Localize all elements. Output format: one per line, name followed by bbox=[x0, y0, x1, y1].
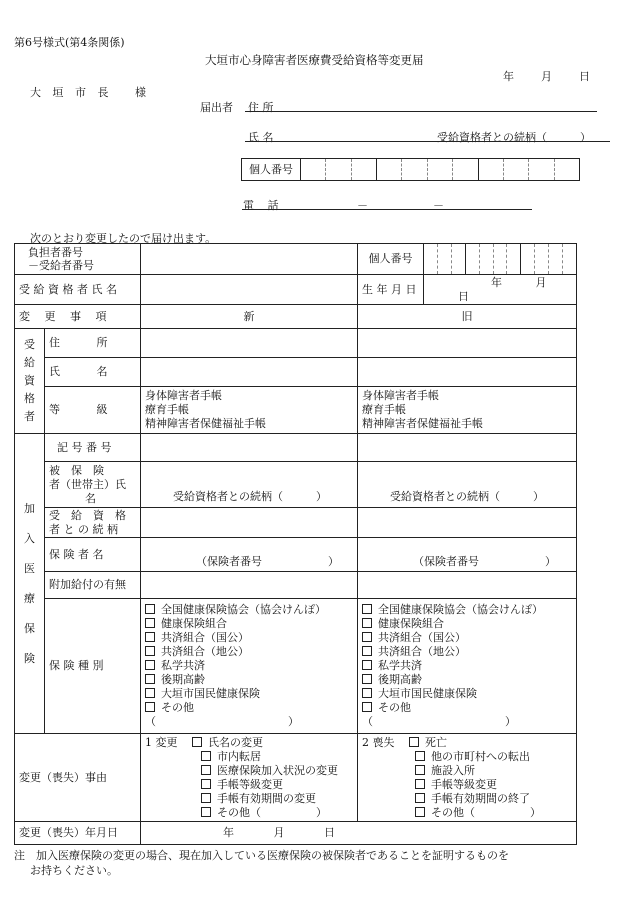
checkbox-option: 共済組合（地公） bbox=[145, 645, 353, 659]
date-year-label: 年 bbox=[503, 70, 514, 83]
checkbox-option: 私学共済 bbox=[145, 659, 353, 673]
checkbox[interactable] bbox=[145, 688, 155, 698]
checkbox[interactable] bbox=[362, 702, 372, 712]
old-column-header: 旧 bbox=[358, 305, 577, 329]
insurance-group-label: 加 入 医 療 保 険 bbox=[15, 434, 45, 734]
applicant-address-field[interactable] bbox=[283, 99, 593, 111]
checkbox-option: 共済組合（国公） bbox=[362, 631, 572, 645]
checkbox[interactable] bbox=[415, 793, 425, 803]
applicant-label: 届出者 bbox=[200, 101, 233, 114]
applicant-mynumber-label: 個人番号 bbox=[242, 159, 301, 180]
relation-label: 受 給 資 格 者 と の 続 柄 bbox=[45, 508, 141, 538]
change-date-field[interactable]: 年 月 日 bbox=[141, 822, 577, 845]
address-old-field[interactable] bbox=[358, 329, 577, 358]
applicant-address-label: 住 所 bbox=[248, 101, 274, 114]
checkbox-option: 全国健康保険協会（協会けんぽ） bbox=[145, 603, 353, 617]
phone-underline bbox=[242, 209, 532, 210]
insurance-type-label: 保 険 種 別 bbox=[45, 599, 141, 734]
supplementary-old-field[interactable] bbox=[358, 572, 577, 599]
checkbox[interactable] bbox=[192, 737, 202, 747]
checkbox[interactable] bbox=[201, 793, 211, 803]
checkbox[interactable] bbox=[145, 604, 155, 614]
insured-head-label: 被 保 険 者（世帯主）氏 名 bbox=[45, 462, 141, 508]
symbol-number-new-field[interactable] bbox=[141, 434, 358, 462]
footnote-line-1: 注 加入医療保険の変更の場合、現在加入している医療保険の被保険者であることを証明するものを bbox=[14, 849, 509, 862]
supplementary-label: 附加給付の有無 bbox=[45, 572, 141, 599]
checkbox-option: その他 bbox=[145, 701, 353, 715]
birth-month: 月 bbox=[535, 275, 547, 289]
checkbox[interactable] bbox=[201, 807, 211, 817]
symbol-number-old-field[interactable] bbox=[358, 434, 577, 462]
phone-sep-1: － bbox=[357, 199, 368, 212]
recipient-name-field[interactable] bbox=[141, 275, 358, 305]
relation-old-field[interactable] bbox=[358, 508, 577, 538]
mynumber-cells[interactable] bbox=[424, 244, 577, 275]
form-id: 第6号様式(第4条関係) bbox=[14, 36, 125, 49]
checkbox[interactable] bbox=[201, 765, 211, 775]
applicant-phone-field[interactable] bbox=[290, 196, 525, 208]
applicant-phone-label: 電 話 bbox=[243, 199, 284, 212]
mynumber-label: 個人番号 bbox=[358, 244, 424, 275]
checkbox[interactable] bbox=[362, 660, 372, 670]
applicant-mynumber-box[interactable] bbox=[241, 158, 580, 181]
checkbox[interactable] bbox=[415, 807, 425, 817]
birth-day: 日 bbox=[458, 289, 469, 303]
addressee: 大 垣 市 長 様 bbox=[30, 86, 150, 99]
checkbox-option: 後期高齢 bbox=[362, 673, 572, 687]
insurer-name-label: 保 険 者 名 bbox=[45, 538, 141, 572]
checkbox[interactable] bbox=[415, 765, 425, 775]
supplementary-new-field[interactable] bbox=[141, 572, 358, 599]
relation-new-field[interactable] bbox=[141, 508, 358, 538]
date-day-label: 日 bbox=[579, 70, 590, 83]
burden-number-label: 負担者番号 －受給者番号 bbox=[15, 244, 141, 275]
checkbox[interactable] bbox=[415, 779, 425, 789]
checkbox[interactable] bbox=[145, 632, 155, 642]
birth-year: 年 bbox=[491, 275, 502, 289]
main-form-table bbox=[14, 243, 577, 845]
checkbox[interactable] bbox=[145, 646, 155, 656]
name-label: 氏 名 bbox=[45, 358, 141, 387]
checkbox[interactable] bbox=[201, 751, 211, 761]
checkbox-option: 健康保険組合 bbox=[145, 617, 353, 631]
applicant-mynumber-cells bbox=[301, 159, 579, 180]
birth-date-field[interactable] bbox=[424, 275, 577, 305]
address-new-field[interactable] bbox=[141, 329, 358, 358]
date-month-label: 月 bbox=[541, 70, 552, 83]
applicant-name-field[interactable] bbox=[290, 128, 430, 140]
name-old-field[interactable] bbox=[358, 358, 577, 387]
insured-new-field[interactable]: 受給資格者との続柄（ ） bbox=[141, 462, 358, 508]
footnote-line-2: お持ちください。 bbox=[30, 864, 118, 877]
grade-label: 等 級 bbox=[45, 387, 141, 434]
checkbox[interactable] bbox=[362, 646, 372, 656]
checkbox[interactable] bbox=[145, 618, 155, 628]
phone-sep-2: － bbox=[433, 199, 444, 212]
applicant-name-label: 氏 名 bbox=[248, 131, 274, 144]
checkbox-option: 大垣市国民健康保険 bbox=[362, 687, 572, 701]
page-title: 大垣市心身障害者医療費受給資格等変更届 bbox=[205, 53, 424, 67]
change-item-label: 変 更 事 項 bbox=[15, 305, 141, 329]
checkbox-option: 共済組合（国公） bbox=[145, 631, 353, 645]
reason-label: 変更（喪失）事由 bbox=[15, 734, 141, 822]
checkbox[interactable] bbox=[362, 674, 372, 684]
loss-reasons[interactable]: 2 喪失 死亡 他の市町村への転出 施設入所 手帳等級変更 手帳有効期間の終了 その他（ ） bbox=[358, 734, 577, 822]
checkbox-option: 大垣市国民健康保険 bbox=[145, 687, 353, 701]
checkbox[interactable] bbox=[145, 702, 155, 712]
insurer-new-field[interactable]: （保険者番号 ） bbox=[141, 538, 358, 572]
checkbox[interactable] bbox=[409, 737, 419, 747]
checkbox-option: 共済組合（地公） bbox=[362, 645, 572, 659]
checkbox-option: 全国健康保険協会（協会けんぽ） bbox=[362, 603, 572, 617]
checkbox[interactable] bbox=[362, 632, 372, 642]
checkbox[interactable] bbox=[145, 660, 155, 670]
checkbox-option: 私学共済 bbox=[362, 659, 572, 673]
checkbox[interactable] bbox=[145, 674, 155, 684]
name-new-field[interactable] bbox=[141, 358, 358, 387]
birth-label: 生 年 月 日 bbox=[358, 275, 424, 305]
recipient-group-label: 受 給 資 格 者 bbox=[15, 329, 45, 434]
checkbox-option: その他 bbox=[362, 701, 572, 715]
checkbox[interactable] bbox=[362, 688, 372, 698]
grade-new-list[interactable]: 身体障害者手帳 療育手帳 精神障害者保健福祉手帳 bbox=[141, 387, 358, 434]
address-underline bbox=[245, 111, 597, 112]
change-reasons[interactable]: 1 変更 氏名の変更 市内転居 医療保険加入状況の変更 手帳等級変更 手帳有効期間の変更 その他（ ） bbox=[141, 734, 358, 822]
checkbox[interactable] bbox=[362, 618, 372, 628]
insurance-type-new-list[interactable]: 全国健康保険協会（協会けんぽ） 健康保険組合 共済組合（国公） 共済組合（地公） 私学共済 後期高齢 大垣市国民健康保険 その他 （ ） bbox=[141, 599, 358, 734]
insured-old-field[interactable]: 受給資格者との続柄（ ） bbox=[358, 462, 577, 508]
checkbox[interactable] bbox=[415, 751, 425, 761]
name-underline bbox=[245, 141, 610, 142]
insurer-old-field[interactable]: （保険者番号 ） bbox=[358, 538, 577, 572]
change-date-label: 変更（喪失）年月日 bbox=[15, 822, 141, 845]
checkbox[interactable] bbox=[201, 779, 211, 789]
symbol-number-label: 記 号 番 号 bbox=[45, 434, 141, 462]
address-label: 住 所 bbox=[45, 329, 141, 358]
new-column-header: 新 bbox=[141, 305, 358, 329]
checkbox-option: 健康保険組合 bbox=[362, 617, 572, 631]
checkbox-option: 後期高齢 bbox=[145, 673, 353, 687]
recipient-name-label: 受 給 資 格 者 氏 名 bbox=[15, 275, 141, 305]
grade-old-list[interactable]: 身体障害者手帳 療育手帳 精神障害者保健福祉手帳 bbox=[358, 387, 577, 434]
burden-number-field[interactable] bbox=[141, 244, 358, 275]
intro-text: 次のとおり変更したので届け出ます。 bbox=[30, 232, 217, 245]
checkbox[interactable] bbox=[362, 604, 372, 614]
insurance-type-old-list[interactable]: 全国健康保険協会（協会けんぽ） 健康保険組合 共済組合（国公） 共済組合（地公） 私学共済 後期高齢 大垣市国民健康保険 その他 （ ） bbox=[358, 599, 577, 734]
applicant-relation: 受給資格者との続柄（ ） bbox=[437, 131, 591, 144]
